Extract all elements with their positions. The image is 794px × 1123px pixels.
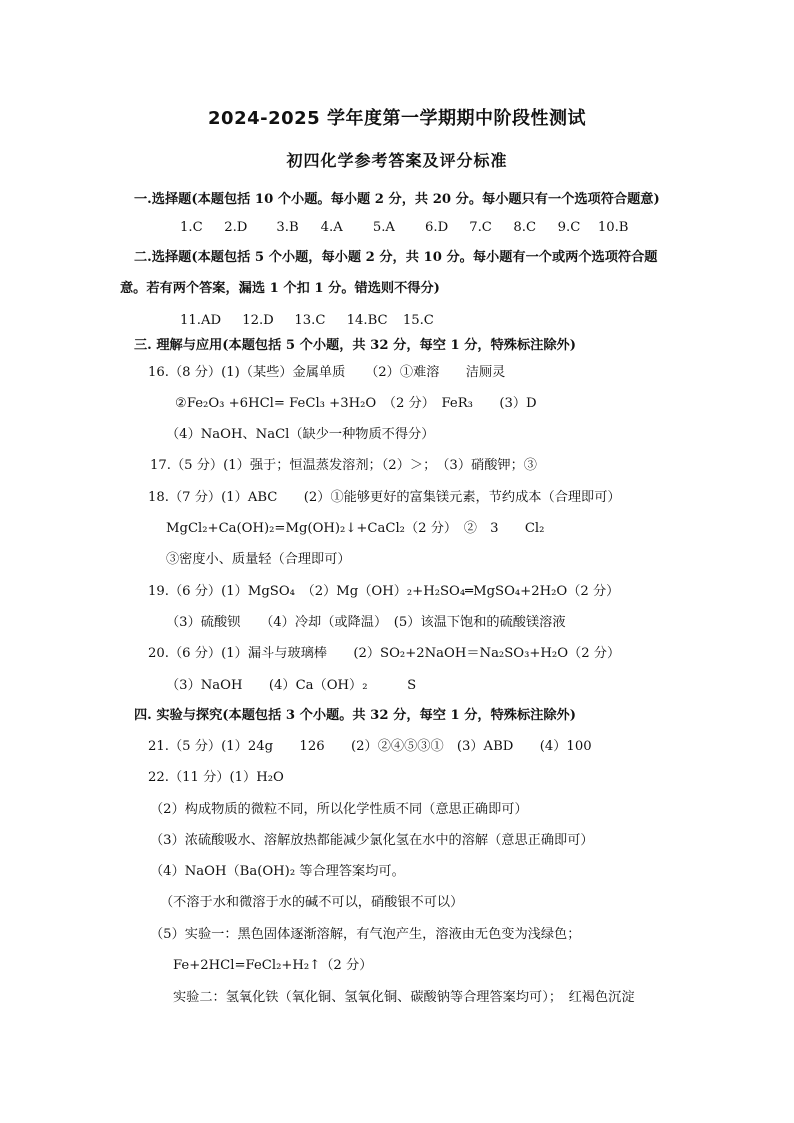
q16-line: ②Fe₂O₃ +6HCl= FeCl₃ +3H₂O （2 分） FeR₃ (3）D xyxy=(175,396,537,411)
q22-line: （2）构成物质的微粒不同，所以化学性质不同（意思正确即可） xyxy=(150,802,528,817)
answer-5: 5.A xyxy=(372,220,395,235)
q20-line: （3）NaOH (4）Ca（OH）₂ S xyxy=(166,678,417,693)
q22-line: （4）NaOH（Ba(OH)₂ 等合理答案均可。 xyxy=(150,864,405,879)
q17-line: 17.（5 分）(1）强于；恒温蒸发溶剂；（2）＞； （3）硝酸钾；③ xyxy=(150,458,537,473)
answer-1: 1.C xyxy=(180,220,203,235)
answer-9: 9.C xyxy=(557,220,581,235)
document-title: 2024-2025 学年度第一学期期中阶段性测试 xyxy=(208,108,586,129)
q19-line: （3）硫酸钡 （4）冷却（或降温） (5）该温下饱和的硫酸镁溶液 xyxy=(166,615,566,630)
answer-15: 15.C xyxy=(402,313,434,328)
q22-line: （3）浓硫酸吸水、溶解放热都能减少氯化氢在水中的溶解（意思正确即可） xyxy=(150,833,594,848)
answer-11: 11.AD xyxy=(180,313,222,328)
answer-13: 13.C xyxy=(294,313,326,328)
document-subtitle: 初四化学参考答案及评分标准 xyxy=(286,151,508,170)
q16-line: 16.（8 分）(1)（某些）金属单质 （2）①难溶 洁厕灵 xyxy=(148,365,506,380)
answer-8: 8.C xyxy=(513,220,537,235)
section2-answers xyxy=(180,312,443,330)
q16-line: （4）NaOH、NaCl（缺少一种物质不得分） xyxy=(166,427,435,442)
section1-answers xyxy=(180,219,634,237)
section2-heading-line2: 意。若有两个答案，漏选 1 个扣 1 分。错选则不得分) xyxy=(120,281,440,296)
q22-line: 实验二：氢氧化铁（氧化铜、氢氧化铜、碳酸钠等合理答案均可）； 红褐色沉淀 xyxy=(173,990,635,1005)
q22-line: 22.（11 分）(1）H₂O xyxy=(148,770,284,785)
answer-4: 4.A xyxy=(320,220,343,235)
q18-line: 18.（7 分）(1）ABC (2）①能够更好的富集镁元素，节约成本（合理即可） xyxy=(148,490,621,505)
section1-heading: 一.选择题(本题包括 10 个小题。每小题 2 分，共 20 分。每小题只有一个选项符合题意) xyxy=(134,192,660,207)
answer-12: 12.D xyxy=(242,313,274,328)
section2-heading-line1: 二.选择题(本题包括 5 个小题，每小题 2 分，共 10 分。每小题有一个或两个选项符合题 xyxy=(134,250,658,265)
q18-line: MgCl₂+Ca(OH)₂=Mg(OH)₂↓+CaCl₂（2 分） ② 3 Cl₂ xyxy=(166,521,545,536)
answer-2: 2.D xyxy=(224,220,248,235)
answer-10: 10.B xyxy=(597,220,629,235)
answer-14: 14.BC xyxy=(346,313,388,328)
q18-line: ③密度小、质量轻（合理即可） xyxy=(166,552,351,567)
q22-line: Fe+2HCl=FeCl₂+H₂↑（2 分） xyxy=(173,958,373,973)
section3-heading: 三. 理解与应用(本题包括 5 个小题，共 32 分，每空 1 分，特殊标注除外) xyxy=(134,338,576,353)
answer-6: 6.D xyxy=(425,220,449,235)
q20-line: 20.（6 分）(1）漏斗与玻璃棒 (2）SO₂+2NaOH＝Na₂SO₃+H₂O（2 分） xyxy=(148,646,621,661)
q21-line: 21.（5 分）(1）24g 126 (2）②④⑤③① (3）ABD (4）100 xyxy=(148,739,592,754)
section4-heading: 四. 实验与探究(本题包括 3 个小题。共 32 分，每空 1 分，特殊标注除外) xyxy=(134,708,576,723)
answer-7: 7.C xyxy=(469,220,492,235)
q22-line: （不溶于水和微溶于水的碱不可以，硝酸银不可以） xyxy=(160,895,464,910)
q22-line: （5）实验一：黑色固体逐渐溶解，有气泡产生，溶液由无色变为浅绿色； xyxy=(150,927,581,942)
q19-line: 19.（6 分）(1）MgSO₄ （2）Mg（OH）₂+H₂SO₄═MgSO₄+2H₂O（2 分） xyxy=(148,584,620,599)
answer-3: 3.B xyxy=(276,220,299,235)
